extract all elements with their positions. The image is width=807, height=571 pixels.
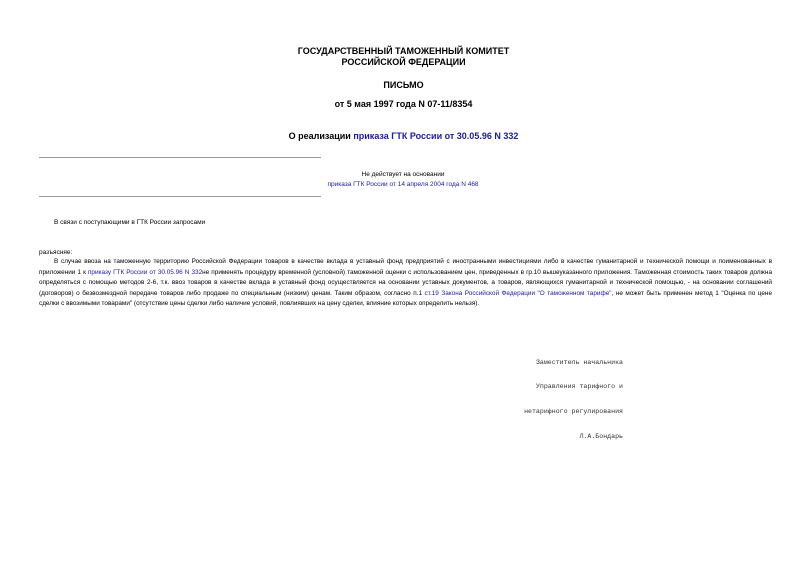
document-date-number: от 5 мая 1997 года N 07-11/8354 bbox=[334, 99, 473, 109]
signature-position-3: нетарифного регулирования bbox=[524, 408, 623, 416]
main-paragraph bbox=[39, 257, 772, 310]
signature-name: Л.А.Бондарь bbox=[579, 433, 623, 441]
status-note bbox=[285, 170, 521, 189]
issuer-line-2: РОССИЙСКОЙ ФЕДЕРАЦИИ bbox=[341, 57, 466, 67]
signature-position-1: Заместитель начальника bbox=[535, 358, 623, 366]
paragraph-text-b: не применять процедуру временной (условной) таможенной оценки с использованием цен, приведенных в гр.10 вышеуказанного приложения. Таможенная стоимость таких товаров должна определяться с помощью методов 2-6, т.к. ввоз товаров в качестве вклада в уставный фонд осуществляется на основании уставных документов, а товаров, являющихся гуманитарной и технической помощью, - на основании соглашений (договоров) о безвозмездной передаче товаров либо продаже по специальным (низким) ценам. Таким образом, согласно п.1 bbox=[39, 268, 772, 297]
order-332-link[interactable]: приказу ГТК России от 30.05.96 N 332 bbox=[87, 268, 203, 276]
issuer-line-1: ГОСУДАРСТВЕННЫЙ ТАМОЖЕННЫЙ КОМИТЕТ bbox=[297, 46, 510, 56]
divider-bottom bbox=[39, 196, 321, 197]
paragraph-text-c: , не может быть применен метод 1 "Оценка по цене сделки с ввозимыми товарами" (отсутствие цены сделки либо наличие условий, повлиявших на цену сделки, влияние которых определить нельзя). bbox=[39, 289, 773, 308]
document-type: ПИСЬМО bbox=[383, 80, 424, 90]
divider-top bbox=[39, 157, 321, 158]
subject-order-link[interactable]: приказа ГТК России от 30.05.96 N 332 bbox=[353, 131, 519, 141]
status-line: Не действует на основании bbox=[361, 171, 445, 178]
subject-prefix: О реализации bbox=[288, 131, 354, 141]
intro-text: В связи с поступающими в ГТК России запросами bbox=[54, 219, 206, 226]
paragraph-text-a: В случае ввоза на таможенную территорию Российской Федерации товаров в качестве вклада в уставный фонд предприятий с иностранными инвестициями либо в качестве гуманитарной и технической помощи и поименованных в приложении 1 к bbox=[39, 258, 772, 276]
document-subject bbox=[0, 131, 807, 142]
status-repeal-link[interactable]: приказа ГТК России от 14 апреля 2004 года N 468 bbox=[327, 181, 479, 188]
clarification-label: разъясняе: bbox=[39, 249, 73, 256]
customs-tariff-law-link[interactable]: ст.19 Закона Российской Федерации "О таможенном тарифе" bbox=[424, 289, 612, 297]
signature-position-2: Управления тарифного и bbox=[535, 383, 623, 391]
signature-block bbox=[524, 342, 623, 450]
